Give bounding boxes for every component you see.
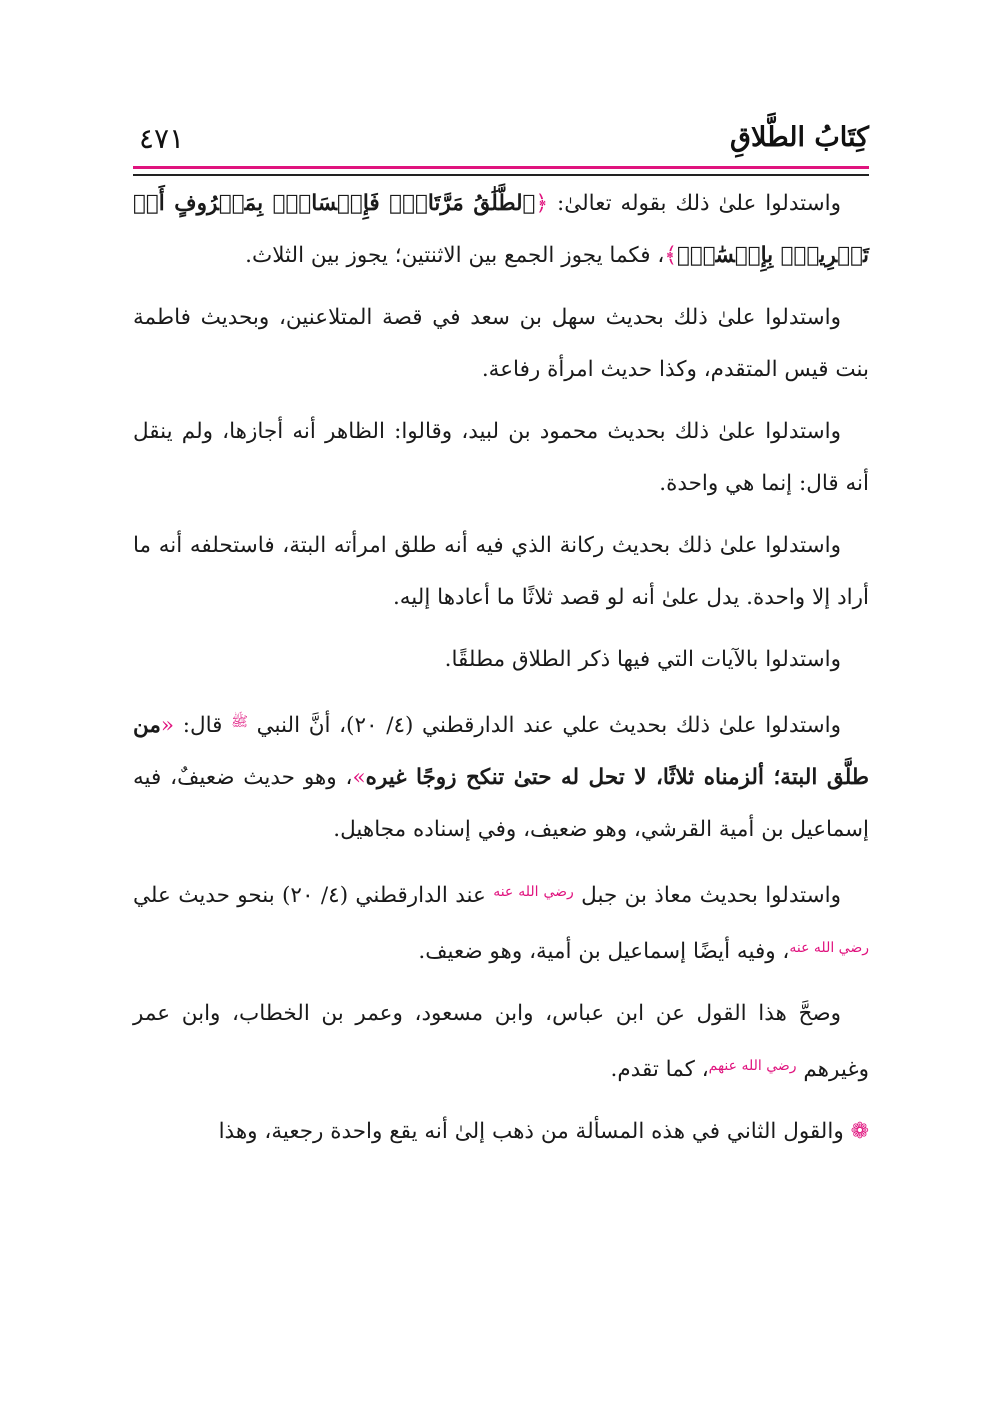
paragraph-text: واستدلوا علىٰ ذلك بحديث ركانة الذي فيه أنه طلق امرأته البتة، فاستحلفه أنه ما أراد إلا واحدة. يدل علىٰ أنه لو قصد ثلاثًا ما أعادها إليه. <box>133 533 869 610</box>
paragraph-text: واستدلوا علىٰ ذلك بقوله تعالىٰ: <box>556 191 842 216</box>
paragraph-text: ، وفيه أيضًا إسماعيل بن أمية، وهو ضعيف. <box>418 939 790 964</box>
paragraph-7 <box>133 866 869 978</box>
honorific-mark: رضي الله عنه <box>789 940 869 956</box>
paragraph-text: واستدلوا علىٰ ذلك بحديث محمود بن لبيد، وقالوا: الظاهر أنه أجازها، ولم ينقل أنه قال: إنما هي واحدة. <box>133 419 869 496</box>
paragraph-text: عند الدارقطني (٤/ ٢٠) بنحو حديث علي <box>133 883 486 908</box>
quote-close: » <box>352 765 366 790</box>
paragraph-3 <box>133 406 869 510</box>
paragraph-text: ، فكما يجوز الجمع بين الاثنتين؛ يجوز بين الثلاث. <box>245 243 665 268</box>
hadith-quote: من طلَّق البتة؛ ألزمناه ثلاثًا، لا تحل له حتىٰ تنكح زوجًا غيره <box>133 713 869 790</box>
running-title: كِتَابُ الطَّلاقِ <box>730 122 869 153</box>
paragraph-5 <box>133 634 869 686</box>
quran-verse: ٱلطَّلَٰقُ مَرَّتَانِۖ فَإِمۡسَاكُۢ بِمَعۡرُوفٍ أَوۡ تَسۡرِيحُۢ بِإِحۡسَٰنٖۗ <box>133 191 869 268</box>
quote-open: « <box>160 713 175 738</box>
honorific-mark: رضي الله عنهم <box>708 1058 797 1074</box>
paragraph-1 <box>133 178 869 282</box>
paragraph-text: واستدلوا بالآيات التي فيها ذكر الطلاق مطلقًا. <box>444 647 841 672</box>
honorific-mark: رضي الله عنه <box>493 884 574 900</box>
book-page <box>133 120 869 1300</box>
page-body <box>133 178 869 1168</box>
paragraph-text: واستدلوا بحديث معاذ بن جبل <box>581 883 841 908</box>
paragraph-text: والقول الثاني في هذه المسألة من ذهب إلىٰ أنه يقع واحدة رجعية، وهذا <box>218 1119 844 1144</box>
header-rule <box>133 174 869 176</box>
page-header <box>133 120 869 164</box>
paragraph-text: ، كما تقدم. <box>610 1057 709 1082</box>
paragraph-6 <box>133 696 869 856</box>
paragraph-text: قال: <box>182 713 223 738</box>
paragraph-text: واستدلوا علىٰ ذلك بحديث سهل بن سعد في قصة المتلاعنين، وبحديث فاطمة بنت قيس المتقدم، وكذا حديث امرأة رفاعة. <box>133 305 869 382</box>
paragraph-2 <box>133 292 869 396</box>
paragraph-8 <box>133 988 869 1096</box>
paragraph-4 <box>133 520 869 624</box>
paragraph-text: واستدلوا علىٰ ذلك بحديث علي عند الدارقطني (٤/ ٢٠)، أنَّ النبي <box>256 713 841 738</box>
paragraph-text: ، وهو حديث ضعيفٌ، فيه إسماعيل بن أمية القرشي، وهو ضعيف، وفي إسناده مجاهيل. <box>133 765 869 842</box>
page-number: ٤٧١ <box>139 122 185 155</box>
header-rule-accent <box>133 166 869 169</box>
quran-brace-open: ﴿ <box>535 191 549 216</box>
honorific-mark: ﷺ <box>231 714 248 730</box>
paragraph-9 <box>133 1106 869 1158</box>
paragraph-text: وصحَّ هذا القول عن ابن عباس، وابن مسعود، وعمر بن الخطاب، وابن عمر وغيرهم <box>133 1001 869 1082</box>
rosette-icon: ❁ <box>850 1119 869 1144</box>
quran-brace-close: ﴾ <box>664 243 677 268</box>
